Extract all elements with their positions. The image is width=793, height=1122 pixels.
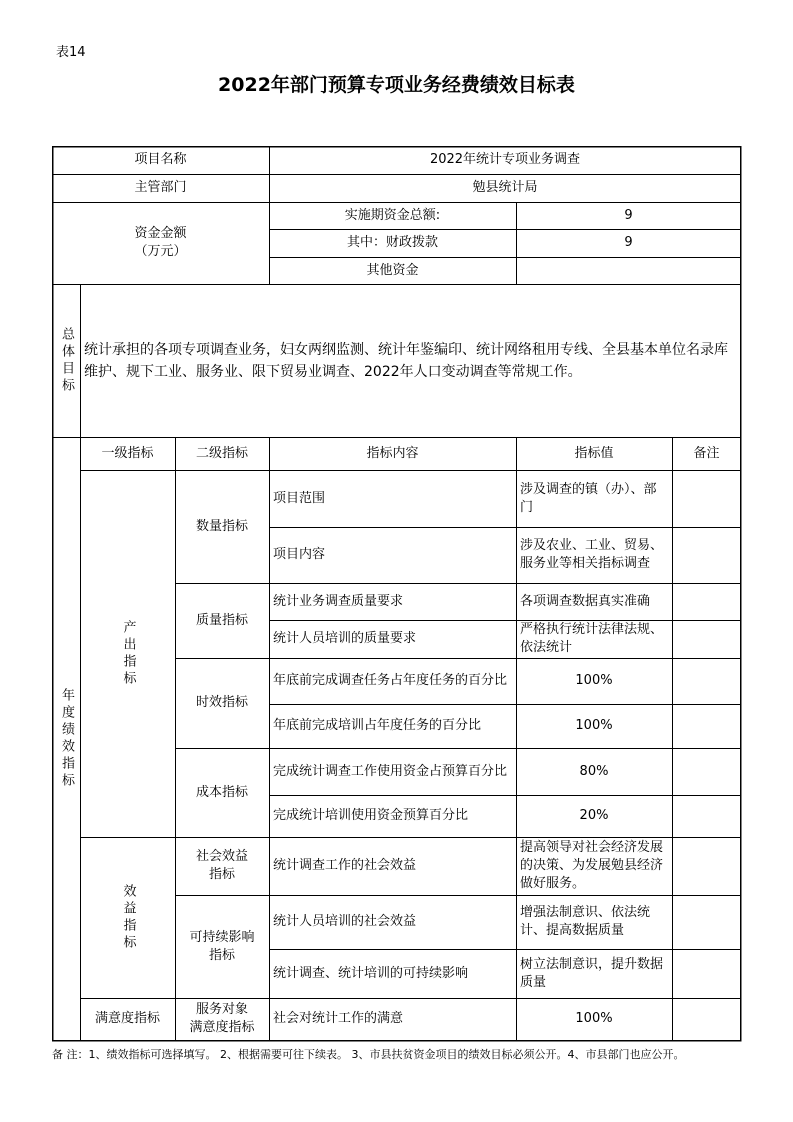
row-8-note [672, 795, 741, 837]
footnote: 备 注：1、绩效指标可选择填写。 2、根据需要可往下续表。 3、市县扶贫资金项目的绩效目标必须公开。4、市县部门也应公开。 [52, 1048, 685, 1061]
row-2-value: 涉及农业、工业、贸易、服务业等相关指标调查 [520, 538, 664, 571]
header-level2: 二级指标 [195, 445, 248, 461]
fiscal-funds-label: 其中：财政拨款 [346, 235, 438, 250]
other-funds-value [516, 257, 741, 284]
row-1-value: 涉及调查的镇（办）、部门 [520, 481, 657, 515]
row-4-note [672, 620, 741, 658]
row-8-value: 20% [579, 808, 609, 823]
level2-quality: 质量指标 [195, 612, 248, 628]
row-9-value: 提高领导对社会经济发展的决策、为发展勉县经济做好服务。 [520, 840, 664, 891]
overall-goal-label-cell [52, 284, 80, 437]
row-12-content: 社会对统计工作的满意 [273, 1011, 404, 1026]
overall-goal-label: 总体目标 [59, 326, 74, 395]
row-11-value: 树立法制意识，提升数据质量 [520, 956, 664, 990]
level1-output: 产出指标 [120, 619, 136, 688]
project-name-value: 2022年统计专项业务调查 [429, 152, 581, 167]
row-10-note [672, 895, 741, 949]
indicators-section-label: 年度绩效指标 [59, 687, 74, 790]
level2-service: 服务对象 满意度指标 [189, 1002, 255, 1035]
level1-satisfaction: 满意度指标 [94, 1011, 160, 1026]
level1-output-cell [80, 470, 175, 837]
level1-benefit-cell [80, 837, 175, 998]
header-level1: 一级指标 [101, 445, 154, 461]
level2-timeliness: 时效指标 [195, 695, 248, 710]
level2-cost: 成本指标 [195, 784, 248, 800]
row-8-content: 完成统计培训使用资金预算百分比 [273, 808, 469, 823]
page-title: 2022年部门预算专项业务经费绩效目标表 [218, 74, 575, 96]
row-4-value: 严格执行统计法律法规、依法统计 [520, 622, 664, 655]
overall-goal-text: 统计承担的各项专项调查业务，妇女两纲监测、统计年鉴编印、统计网络租用专线、全县基本单位名录库维护、规下工业、服务业、限下贸易业调查、2022年人口变动调查等常规工作。 [84, 341, 728, 380]
row-11-content: 统计调查、统计培训的可持续影响 [273, 965, 469, 981]
row-10-value: 增强法制意识、依法统计、提高数据质量 [520, 905, 651, 938]
table-code: 表14 [56, 45, 86, 60]
project-name-label: 项目名称 [134, 152, 187, 167]
indicators-section-label-cell [52, 437, 80, 1040]
row-4-content: 统计人员培训的质量要求 [273, 631, 417, 646]
row-7-value: 80% [579, 763, 609, 779]
row-3-content: 统计业务调查质量要求 [273, 593, 404, 609]
row-6-value: 100% [575, 718, 613, 733]
row-9-content: 统计调查工作的社会效益 [273, 858, 417, 873]
other-funds-label: 其他资金 [366, 262, 419, 278]
row-2-content: 项目内容 [273, 547, 326, 562]
header-content: 指标内容 [366, 445, 419, 461]
total-funds-value: 9 [624, 207, 633, 223]
row-6-note [672, 704, 741, 748]
level2-sustainable: 可持续影响 指标 [189, 929, 255, 963]
row-1-content: 项目范围 [273, 490, 326, 506]
row-3-note [672, 583, 741, 620]
dept-label: 主管部门 [134, 180, 187, 195]
header-value: 指标值 [574, 445, 614, 461]
row-5-content: 年底前完成调查任务占年度任务的百分比 [273, 673, 508, 688]
total-funds-label: 实施期资金总额: [344, 207, 441, 223]
fiscal-funds-value: 9 [624, 235, 633, 250]
dept-value: 勉县统计局 [472, 180, 538, 195]
row-10-content: 统计人员培训的社会效益 [273, 914, 417, 929]
row-3-value: 各项调查数据真实准确 [520, 593, 651, 609]
row-11-note [672, 949, 741, 998]
row-12-note [672, 998, 741, 1040]
funds-label: 资金金额 （万元） [134, 226, 187, 259]
row-2-note [672, 527, 741, 583]
row-5-note [672, 658, 741, 704]
header-note: 备注 [693, 445, 720, 461]
row-7-content: 完成统计调查工作使用资金占预算百分比 [273, 763, 508, 779]
row-6-content: 年底前完成培训占年度任务的百分比 [273, 718, 482, 733]
level2-quantity: 数量指标 [195, 518, 248, 534]
row-1-note [672, 470, 741, 527]
level1-benefit: 效益指标 [120, 883, 136, 952]
level2-social: 社会效益 指标 [195, 849, 248, 882]
row-12-value: 100% [575, 1011, 613, 1026]
row-5-value: 100% [575, 673, 613, 688]
row-7-note [672, 748, 741, 795]
row-9-note [672, 837, 741, 895]
